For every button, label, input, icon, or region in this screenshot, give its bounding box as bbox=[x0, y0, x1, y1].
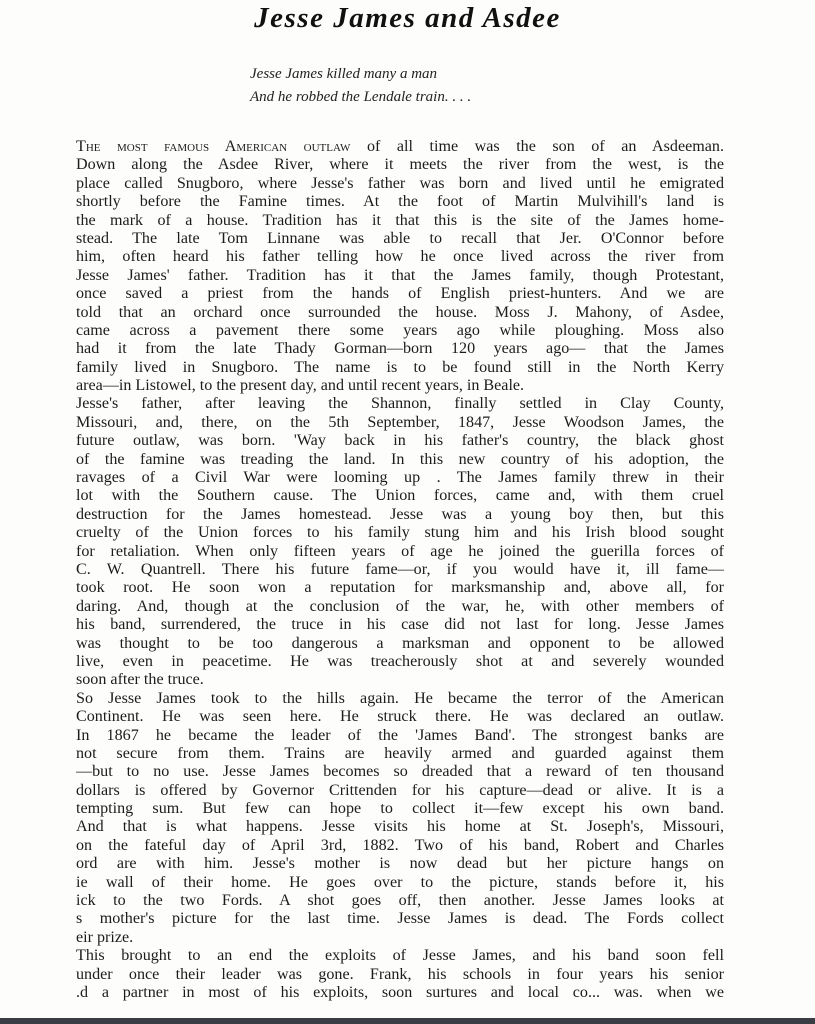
body-line: destruction for the James homestead. Jesse was a young boy then, but this bbox=[76, 505, 724, 523]
body-line: C. W. Quantrell. There his future fame—or, if you would have it, ill fame— bbox=[76, 560, 724, 578]
body-line: s mother's picture for the last time. Jesse James is dead. The Fords collect bbox=[76, 910, 724, 928]
lead-in-small-caps: The most famous American outlaw bbox=[76, 138, 351, 155]
bottom-toolbar-edge bbox=[0, 1018, 815, 1024]
body-line: ravages of a Civil War were looming up . The James family threw in their bbox=[76, 469, 724, 487]
body-line: ord are with him. Jesse's mother is now dead but her picture hangs on bbox=[76, 855, 724, 873]
article-body bbox=[76, 138, 724, 1002]
body-line: In 1867 he became the leader of the 'James Band'. The strongest banks are bbox=[76, 726, 724, 744]
body-line: Continent. He was seen here. He struck there. He was declared an outlaw. bbox=[76, 708, 724, 726]
body-line: shortly before the Famine times. At the foot of Martin Mulvihill's land is bbox=[76, 193, 724, 211]
body-line: ick to the two Fords. A shot goes off, then another. Jesse James looks at bbox=[76, 892, 724, 910]
body-line bbox=[76, 138, 724, 156]
epigraph bbox=[250, 63, 471, 109]
body-line: not secure from them. Trains are heavily armed and guarded against them bbox=[76, 744, 724, 762]
body-line: daring. And, though at the conclusion of the war, he, with other members of bbox=[76, 597, 724, 615]
body-line: place called Snugboro, where Jesse's father was born and lived until he emigrated bbox=[76, 174, 724, 192]
body-line: the mark of a house. Tradition has it that this is the site of the James home- bbox=[76, 211, 724, 229]
epigraph-line: And he robbed the Lendale train. . . . bbox=[250, 89, 472, 105]
body-line: for retaliation. When only fifteen years of age he joined the guerilla forces of bbox=[76, 542, 724, 560]
body-line: This brought to an end the exploits of Jesse James, and his band soon fell bbox=[76, 947, 724, 965]
body-line: Down along the Asdee River, where it meets the river from the west, is the bbox=[76, 156, 724, 174]
body-line: dollars is offered by Governor Crittenden for his capture—dead or alive. It is a bbox=[76, 781, 724, 799]
body-line: Jesse James' father. Tradition has it that the James family, though Protestant, bbox=[76, 266, 724, 284]
body-line: once saved a priest from the hands of English priest-hunters. And we are bbox=[76, 285, 724, 303]
body-line: And that is what happens. Jesse visits his home at St. Joseph's, Missouri, bbox=[76, 818, 724, 836]
body-line: on the fateful day of April 3rd, 1882. Two of his band, Robert and Charles bbox=[76, 836, 724, 854]
body-line: took root. He soon won a reputation for marksmanship and, above all, for bbox=[76, 579, 724, 597]
epigraph-line: Jesse James killed many a man bbox=[250, 66, 438, 82]
body-line: was thought to be too dangerous a marksman and opponent to be allowed bbox=[76, 634, 724, 652]
body-line: future outlaw, was born. 'Way back in his father's country, the black ghost bbox=[76, 432, 724, 450]
body-line: soon after the truce. bbox=[76, 671, 204, 689]
body-line: So Jesse James took to the hills again. He became the terror of the American bbox=[76, 689, 724, 707]
body-line: eir prize. bbox=[76, 928, 134, 946]
body-line: his band, surrendered, the truce in his case did not last for long. Jesse James bbox=[76, 616, 724, 634]
body-line: Jesse's father, after leaving the Shannon, finally settled in Clay County, bbox=[76, 395, 724, 413]
body-line: Missouri, and, there, on the 5th September, 1847, Jesse Woodson James, the bbox=[76, 413, 724, 431]
body-line: of the famine was treading the land. In this new country of his adoption, the bbox=[76, 450, 724, 468]
body-line: stead. The late Tom Linnane was able to recall that Jer. O'Connor before bbox=[76, 229, 724, 247]
body-line: him, often heard his father telling how he once lived across the river from bbox=[76, 248, 724, 266]
body-line: live, even in peacetime. He was treacherously shot at and severely wounded bbox=[76, 652, 724, 670]
body-line: area—in Listowel, to the present day, and until recent years, in Beale. bbox=[76, 377, 525, 395]
body-line: under once their leader was gone. Frank, his schools in four years his senior bbox=[76, 965, 724, 983]
body-line: tempting sum. But few can hope to collect it—few except his own band. bbox=[76, 800, 724, 818]
article-title: Jesse James and Asdee bbox=[254, 2, 561, 34]
body-line-text: of all time was the son of an Asdeeman. bbox=[350, 138, 724, 155]
body-line: came across a pavement there some years ago while ploughing. Moss also bbox=[76, 321, 724, 339]
body-line: told that an orchard once surrounded the house. Moss J. Mahony, of Asdee, bbox=[76, 303, 724, 321]
body-line: had it from the late Thady Gorman—born 120 years ago— that the James bbox=[76, 340, 724, 358]
body-line: —but to no use. Jesse James becomes so dreaded that a reward of ten thousand bbox=[76, 763, 724, 781]
body-line: .d a partner in most of his exploits, soon surtures and local co... was. when we bbox=[76, 983, 724, 1001]
body-line: ie wall of their home. He goes over to the picture, stands before it, his bbox=[76, 873, 724, 891]
body-line: family lived in Snugboro. The name is to be found still in the North Kerry bbox=[76, 358, 724, 376]
body-line: cruelty of the Union forces to his family stung him and his Irish blood sought bbox=[76, 524, 724, 542]
body-line: lot with the Southern cause. The Union forces, came and, with them cruel bbox=[76, 487, 724, 505]
